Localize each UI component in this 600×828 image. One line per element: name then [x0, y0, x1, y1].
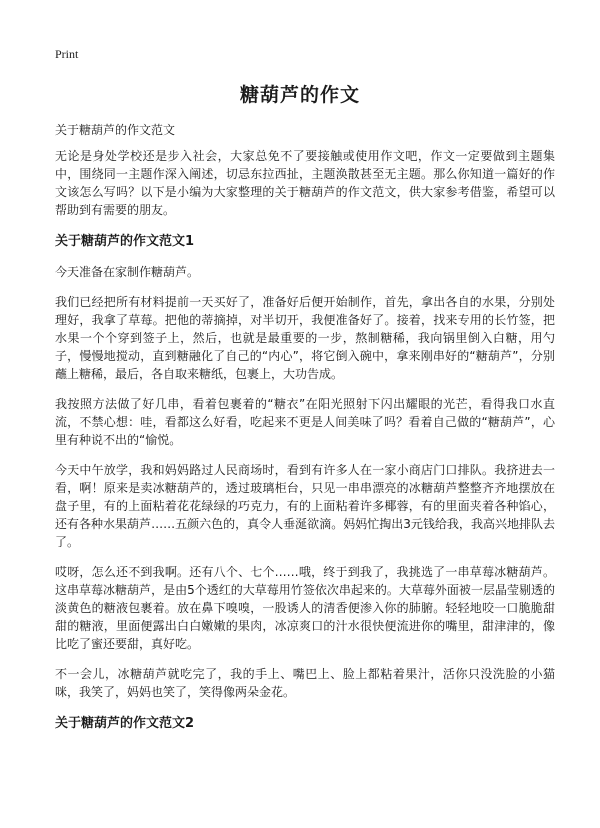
section1-paragraph-3: 我按照方法做了好几串，看着包裹着的“糖衣”在阳光照射下闪出耀眼的光芒，看得我口水直流，不禁心想：哇，看都这么好看，吃起来不更是人间美味了吗？看着自己做的“糖葫芦”，心里有种说不出的“愉悦。: [55, 397, 555, 447]
intro-paragraph: 无论是身处学校还是步入社会，大家总免不了要接触或使用作文吧，作文一定要做到主题集中，围绕同一主题作深入阐述，切忌东拉西扯，主题涣散甚至无主题。那么你知道一篇好的作文该怎么写吗？以下是小编为大家整理的关于糖葫芦的作文范文，供大家参考借鉴，希望可以帮助到有需要的朋友。: [55, 149, 555, 217]
section1-paragraph-4: 今天中午放学，我和妈妈路过人民商场时，看到有许多人在一家小商店门口排队。我挤进去一看，啊！原来是卖冰糖葫芦的，透过玻璃柜台，只见一串串漂亮的冰糖葫芦整整齐齐地摆放在盘子里，有的上面粘着花花绿绿的巧克力，有的上面粘着许多椰蓉，有的里面夹着各种馅心，还有各种水果葫芦……五颜六色的，真令人垂涎欲滴。妈妈忙掏出3元钱给我，我高兴地排队去了。: [55, 463, 555, 549]
page-title: 糖葫芦的作文: [239, 84, 360, 106]
section-heading-2: 关于糖葫芦的作文范文2: [55, 716, 195, 731]
section1-paragraph-6: 不一会儿，冰糖葫芦就吃完了，我的手上、嘴巴上、脸上都粘着果汁，活你只没洗脸的小猫咪，我笑了，妈妈也笑了，笑得像两朵金花。: [55, 667, 555, 699]
page-subtitle: 关于糖葫芦的作文范文: [55, 123, 176, 137]
print-link[interactable]: Print: [55, 47, 79, 61]
section1-paragraph-1: 今天准备在家制作糖葫芦。: [55, 265, 200, 279]
section1-paragraph-2: 我们已经把所有材料提前一天买好了，准备好后便开始制作，首先，拿出各自的水果，分别处理好，我拿了草莓。把他的蒂摘掉，对半切开，我便准备好了。接着，找来专用的长竹签，把水果一个个穿到签子上，然后，也就是最重要的一步，熬制糖稀，我向锅里倒入白糖，用勺子，慢慢地搅动，直到糖融化了自己的“内心”，将它倒入碗中，拿来刚串好的“糖葫芦”，分别蘸上糖稀，最后，各自取来糖纸，包裹上，大功告成。: [55, 295, 555, 381]
section-heading-1: 关于糖葫芦的作文范文1: [55, 234, 195, 249]
article-body: [55, 147, 555, 745]
section1-paragraph-5: 哎呀，怎么还不到我啊。还有八个、七个……哦，终于到我了，我挑选了一串草莓冰糖葫芦。这串草莓冰糖葫芦，是由5个透红的大草莓用竹签依次串起来的。大草莓外面被一层晶莹剔透的淡黄色的糖液包裹着。放在鼻下嗅嗅，一股诱人的清香便渗入你的肺腑。轻轻地咬一口脆脆甜甜的糖液，里面便露出白白嫩嫩的果肉，冰凉爽口的汁水很快便流进你的嘴里，甜津津的，像比吃了蜜还要甜，真好吃。: [55, 565, 555, 651]
